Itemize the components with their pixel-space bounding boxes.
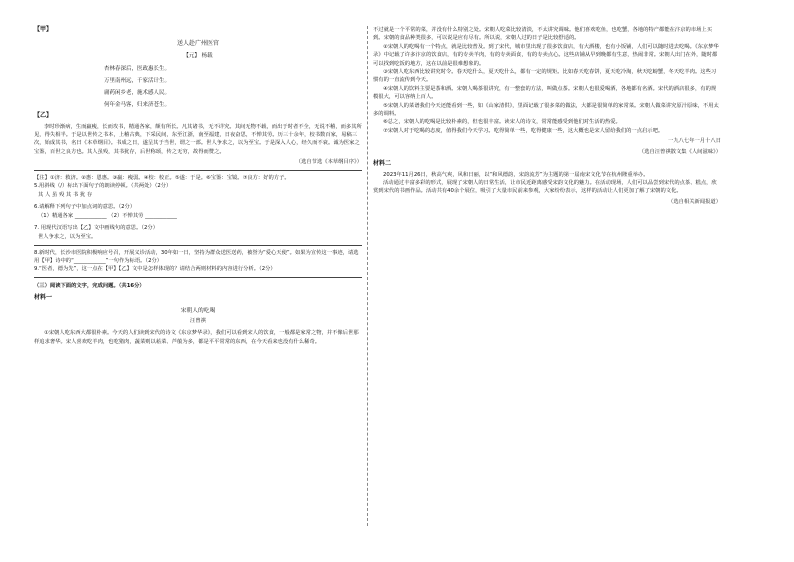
column-divider (367, 26, 368, 526)
yi-source: （选自节选《本草纲目序》） (295, 159, 362, 166)
article-source: （选自汪曾祺散文集《人间滋味》） (638, 148, 721, 155)
jia-tag: 【甲】 (34, 26, 53, 33)
article-author: 汪曾祺 (190, 317, 206, 324)
article-paragraph-7: ⑦宋朝人对于吃喝的态度，值得我们今天学习。吃得简单一些，吃得健康一些，这大概也是宋人留给我们的一点启示吧。 (383, 127, 664, 134)
material-2-source: （选自相关新闻报道） (668, 198, 721, 205)
divider-line (34, 277, 362, 278)
poem-line: 庸药闲乡老，施术感人民。 (104, 90, 171, 97)
article-continuation: 不过就是一个平常的菜，并没有什么特别之处。宋朝人吃菜比较清淡，不太讲究调味。他们喜欢吃鱼，也吃蟹，各地的特产都能在汴京的市场上买到。宋朝的食品种类很多，可以说是应有尽有。所以说，宋朝人过的日子是比较舒适的。 (373, 27, 713, 42)
material-2-paragraph-2: 活动通过丰富多彩的形式，展现了宋朝人的日常生活，让市民近距离感受宋韵文化的魅力。在活动现场，人们可以品尝到宋代的点茶、糕点，欣赏到宋代的书画作品。活动共有40余个展位，吸引了大量市民前来参观，大家纷纷表示，这样的活动让人们更加了解了宋朝的文化。 (373, 179, 717, 195)
yi-paragraph: 李时珍渐病，生而羸瘦，长而攻书，精通各家，颇有所长。凡其诸书，无不详究。其间无物不载，而出于时者不全，无说不稽，而多其所见，得失相半。于是以世传之书本，上稽古典，下采民间，东至江浙，南至福建，日夜奋思，不惮其劳。历三十余年，校书数百家，易稿三次，始成其书，名曰《本草纲目》。书成之日，遂呈其于当世，谓之一部。世人争求之，以为至宝。于是深入人心，经久而不衰。诚为医家之宝鉴，百世之良方也。其人虽殁，其书犹存，后世称颂，传之无穷，故得而赞之。 (34, 123, 362, 155)
question-5-sentence: 其 人 虽 殁 其 书 犹 存 (38, 192, 93, 199)
yi-tag: 【乙】 (34, 112, 53, 120)
article-paragraph-6: ⑥总之，宋朝人的吃喝是比较朴素的，但也很丰富。读宋人的诗文，常常能感受到他们对生活的热爱。 (383, 119, 621, 126)
question-7-sentence: 世人争求之，以为至宝。 (38, 234, 97, 241)
right-column (373, 26, 721, 206)
article-paragraph-4: ④宋朝人的饮料主要是茶和酒。宋朝人喝茶很讲究，有一整套的方法，叫做点茶。宋朝人也很爱喝酒，各地都有名酒。宋代的酒店很多，有的规模很大，可以容纳上百人。 (373, 85, 717, 101)
article-paragraph-3: ③宋朝人吃东西比较讲究时令。春天吃什么，夏天吃什么，都有一定的规矩。比如春天吃春饼，夏天吃冷淘，秋天吃螃蟹，冬天吃羊肉。这些习惯有的一直流传到今天。 (373, 69, 717, 84)
question-6-items: （1）精通各家 ____________ （2）不惮其劳 ____________ (38, 213, 177, 220)
section-3-heading: （三）阅读下面的文字，完成问题。（共16分） (34, 282, 145, 289)
divider-line (34, 245, 362, 246)
material-2-label: 材料二 (373, 160, 392, 168)
question-8: 8.新时代，长沙市医院积极响应号召，开展义诊活动，30年如一日，坚持为群众送医送药，被誉为“爱心天使”。如果为宣传这一事迹，请选用【甲】诗中的“____________”一句作为标语。（2分） (34, 249, 359, 264)
left-column (34, 26, 362, 346)
question-6: 6.请解释下列句子中加点词的意思。（2分） (34, 203, 136, 210)
question-7: 7. 用现代汉语写出【乙】文中画线句的意思。（2分） (34, 224, 158, 231)
material-2-paragraph-1: 2023年11月26日，秋高气爽，风和日丽，以“和风德韵，宋韵流芳”为主题的第一届南宋文化节在杭州隆重举办。 (383, 171, 649, 178)
poem-author: 【元】 杨载 (183, 52, 213, 59)
poem-title: 送人赴广州医官 (176, 40, 219, 48)
divider-line (34, 170, 362, 171)
question-5: 5.用斜线（/）标出下面句子的朗读停顿。（共两处）（2分） (34, 183, 172, 190)
article-date: 一九八七年一月十八日 (668, 138, 721, 145)
article-paragraph-2: ②宋朝人的吃喝有一个特点，就是比较普及。到了宋代，城市里出现了很多饮食店，有大酒楼，也有小饭铺，人们可以随时进去吃喝。《东京梦华录》中记载了许多汴京的饮食店，有的专卖羊肉，有的专卖面食，有的专卖点心。这些店铺从早到晚都有生意，热闹非常。宋朝人出门在外，随时都可以找到吃饭的地方，这在以前是很难想象的。 (373, 43, 719, 67)
article-paragraph-5: ⑤宋朝人的菜谱我们今天还能看到一些，如《山家清供》，里面记载了很多菜的做法，大都是很简单的家常菜。宋朝人做菜讲究原汁原味，不用太多的调料。 (373, 102, 719, 118)
material-1-label: 材料一 (34, 294, 53, 302)
question-9: 9.“医者，德为先”，这一点在【甲】【乙】文中是怎样体现的？请结合两则材料的内容进行分析。（2分） (34, 266, 276, 273)
poem-line: 万里南州远，千家活计生。 (104, 78, 171, 85)
poem-line: 何年金马客，归来济苍生。 (104, 102, 171, 109)
article-paragraph-1: ①宋朝人吃东西大都很朴素。今天的人们读到宋代的诗文《东京梦华录》，我们可以看到宋人的饮食，一般都是家常之物，并不像后世那样追求奢华。宋人喜欢吃羊肉，也吃猪肉，蔬菜则以菘菜、芦菔为多，都是平平常常的东西，在今天看来也没有什么稀奇。 (34, 330, 359, 345)
article-title: 宋朝人的吃喝 (180, 307, 216, 314)
notes: 【注】①济：救济。②惠：恩惠。③羸：瘦弱。④校：校正。⑤遂：于是。⑥宝鉴：宝镜。⑦良方：好的方子。 (34, 174, 290, 181)
poem-line: 杏林春深后，医政惠长生。 (104, 66, 171, 73)
